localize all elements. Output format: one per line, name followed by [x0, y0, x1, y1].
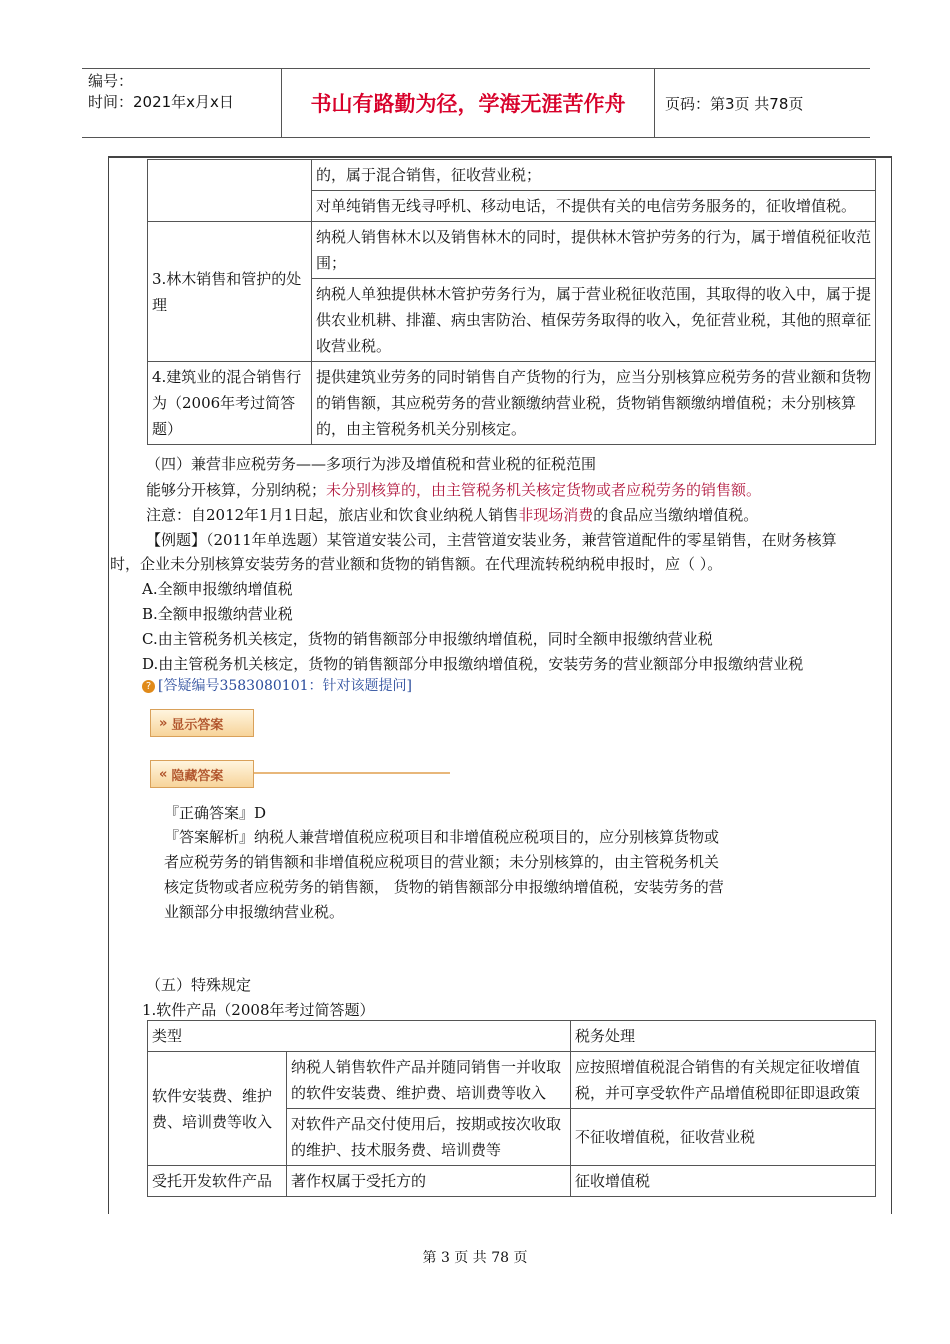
rule-highlight: 未分别核算的，由主管税务机关核定货物或者应税劳务的销售额。 — [326, 481, 762, 499]
section-four-note — [146, 503, 758, 527]
question-ref-text: [答疑编号3583080101：针对该题提问] — [158, 678, 412, 694]
table-cell: 纳税人单独提供林木管护劳务行为，属于营业税征收范围，其取得的收入中，属于提供农业机耕、排灌、病虫害防治、植保劳务取得的收入，免征营业税，其他的照章征收营业税。 — [312, 279, 876, 362]
header-meta — [82, 69, 282, 137]
explanation-line3: 核定货物或者应税劳务的销售额， 货物的销售额部分申报缴纳增值税，安装劳务的营 — [164, 878, 724, 896]
header-type: 类型 — [148, 1021, 571, 1052]
question-ref-link[interactable] — [142, 674, 412, 698]
option-a: A.全额申报缴纳增值税 — [142, 580, 293, 598]
section-four-rule — [146, 478, 761, 502]
header-motto: 书山有路勤为径，学海无涯苦作舟 — [282, 69, 655, 137]
construction-label-cell: 4.建筑业的混合销售行为（2006年考过简答题） — [148, 362, 312, 445]
note-text-end: 的食品应当缴纳增值税。 — [593, 506, 759, 524]
note-highlight: 非现场消费 — [518, 506, 594, 524]
option-d: D.由主管税务机关核定，货物的销售额部分申报缴纳增值税，安装劳务的营业额部分申报缴纳营业税 — [142, 655, 804, 673]
table-cell: 对软件产品交付使用后，按期或按次收取的维护、技术服务费、培训费等 — [287, 1109, 571, 1166]
show-answer-label: 显示答案 — [171, 717, 224, 733]
software-table — [147, 1020, 876, 1197]
table-cell: 提供建筑业劳务的同时销售自产货物的行为，应当分别核算应税劳务的营业额和货物的销售额，其应税劳务的营业额缴纳营业税，货物销售额缴纳增值税；未分别核算的，由主管税务机关分别核定。 — [312, 362, 876, 445]
table-cell: 对单纯销售无线寻呼机、移动电话，不提供有关的电信劳务服务的，征收增值税。 — [312, 191, 876, 222]
time-label: 时间：2021年x月x日 — [88, 93, 234, 111]
example-question-line2: 时，企业未分别核算安装劳务的营业额和货物的销售额。在代理流转税纳税申报时，应（ ）。 — [110, 555, 723, 573]
table-cell: 的，属于混合销售，征收营业税； — [312, 160, 876, 191]
table-cell: 纳税人销售林木以及销售林木的同时，提供林木管护劳务的行为，属于增值税征收范围； — [312, 222, 876, 279]
page-footer: 第 3 页 共 78 页 — [422, 1250, 528, 1266]
table-cell-empty — [148, 160, 312, 222]
forestry-label-cell: 3.林木销售和管护的处理 — [148, 222, 312, 362]
option-b: B.全额申报缴纳营业税 — [142, 605, 293, 623]
correct-answer: 『正确答案』D — [164, 804, 267, 822]
section-five-subtitle: 1.软件产品（2008年考过简答题） — [142, 1001, 375, 1019]
hide-answer-button[interactable] — [150, 760, 254, 788]
question-icon: ? — [142, 680, 155, 693]
table-cell: 应按照增值税混合销售的有关规定征收增值税，并可享受软件产品增值税即征即退政策 — [571, 1052, 876, 1109]
section-four-title: （四）兼营非应税劳务——多项行为涉及增值税和营业税的征税范围 — [146, 455, 597, 473]
hide-answer-label: 隐藏答案 — [171, 768, 224, 784]
header-page-info: 页码：第3页 共78页 — [665, 94, 804, 113]
example-question-line1: 【例题】（2011年单选题）某管道安装公司，主营管道安装业务，兼营管道配件的零星销售，在财务核算 — [146, 531, 837, 549]
header-tax: 税务处理 — [571, 1021, 876, 1052]
option-c: C.由主管税务机关核定，货物的销售额部分申报缴纳增值税，同时全额申报缴纳营业税 — [142, 630, 713, 648]
chevron-right-icon: » — [159, 715, 168, 731]
chevron-up-icon: « — [159, 766, 168, 782]
rule-text: 能够分开核算，分别纳税； — [146, 481, 327, 499]
table-cell: 征收增值税 — [571, 1166, 876, 1197]
show-answer-button[interactable] — [150, 709, 254, 737]
explanation-line2: 者应税劳务的销售额和非增值税应税项目的营业额；未分别核算的，由主管税务机关 — [164, 853, 720, 871]
explanation-line4: 业额部分申报缴纳营业税。 — [164, 903, 345, 921]
group-label: 软件安装费、维护费、培训费等收入 — [148, 1052, 287, 1166]
explanation-line1: 『答案解析』纳税人兼营增值税应税项目和非增值税应税项目的，应分别核算货物或 — [164, 828, 720, 846]
group-label: 受托开发软件产品 — [148, 1166, 287, 1197]
table-cell: 著作权属于受托方的 — [287, 1166, 571, 1197]
page-header — [82, 68, 870, 138]
table-cell: 不征收增值税，征收营业税 — [571, 1109, 876, 1166]
mixed-sales-table — [147, 159, 876, 445]
note-text: 注意：自2012年1月1日起，旅店业和饮食业纳税人销售 — [146, 506, 519, 524]
section-five-title: （五）特殊规定 — [146, 976, 252, 994]
table-cell: 纳税人销售软件产品并随同销售一并收取的软件安装费、维护费、培训费等收入 — [287, 1052, 571, 1109]
number-label: 编号： — [88, 72, 134, 90]
